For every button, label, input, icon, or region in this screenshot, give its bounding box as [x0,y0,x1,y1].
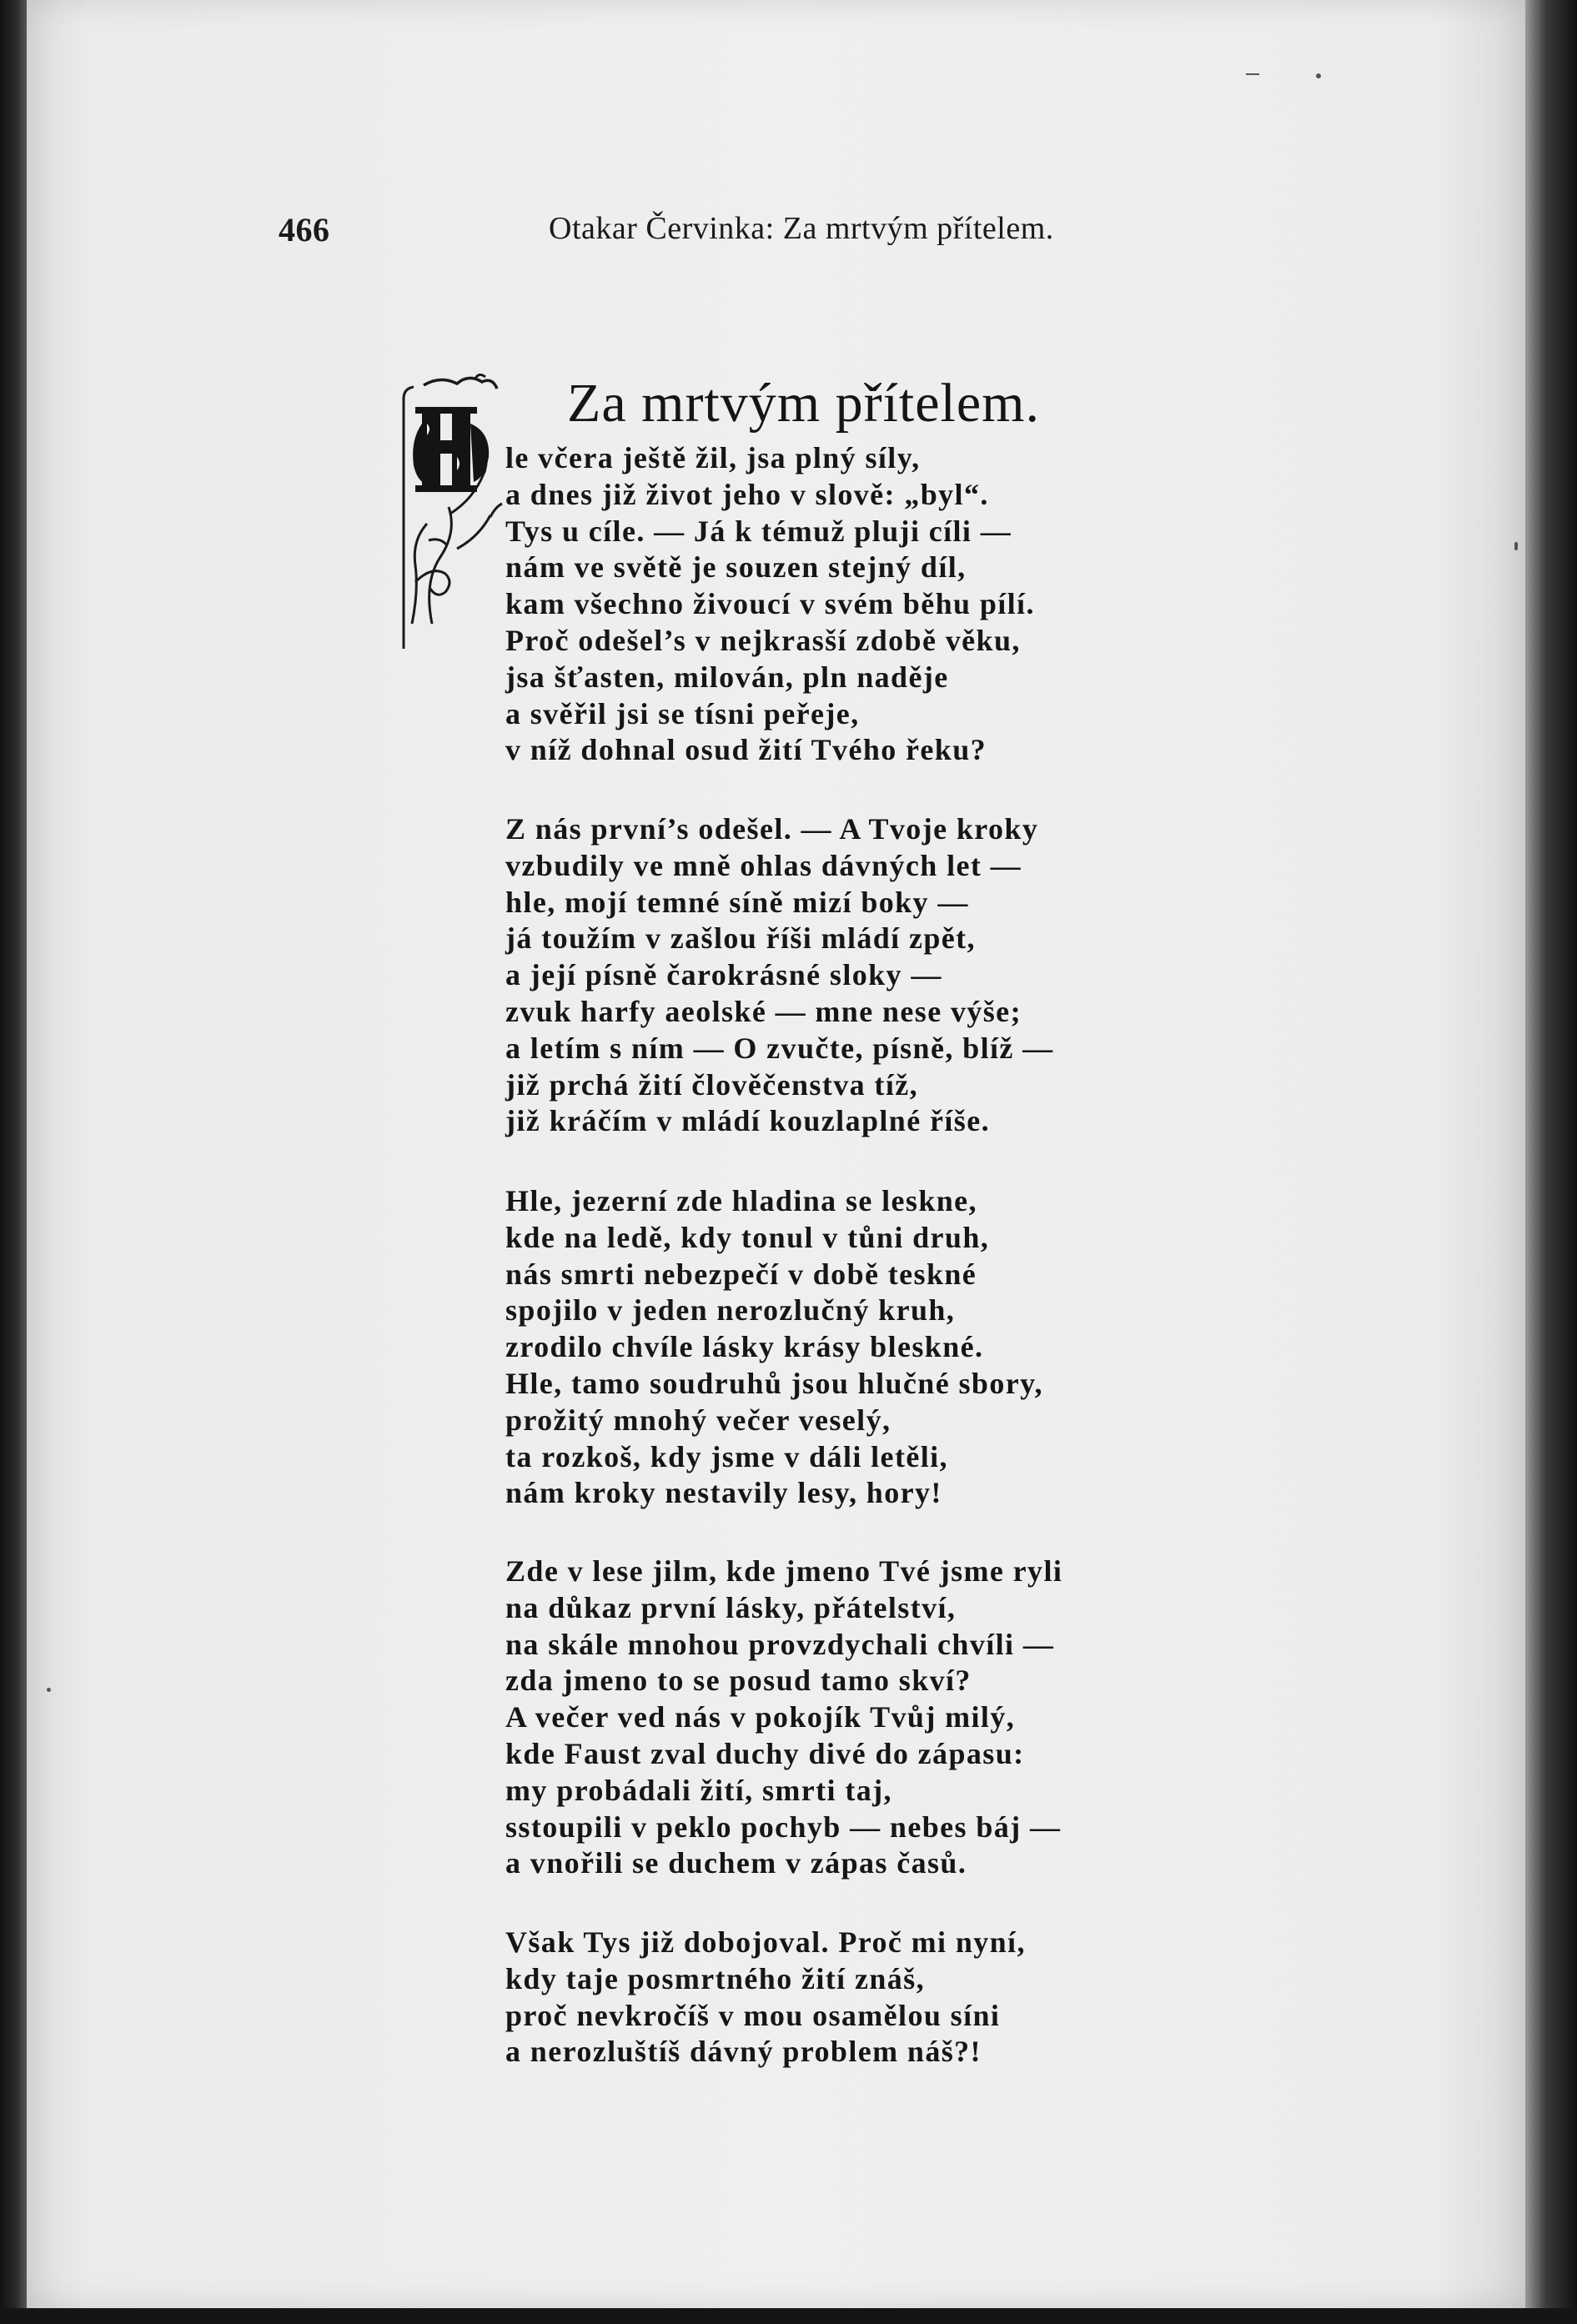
poem-line: proč nevkročíš v mou osamělou síni [505,1998,1001,2032]
poem-line: a dnes již život jeho v slově: „byl“. [505,477,989,511]
poem-line: již kráčím v mládí kouzlaplné říše. [505,1104,990,1138]
poem-line: jsa šťasten, milován, pln naděje [505,660,949,694]
poem-title: Za mrtvým přítelem. [567,373,1041,434]
stanza-3 [505,1183,1043,1512]
poem-line: Hle, jezerní zde hladina se leskne, [505,1184,977,1217]
poem-line: nás smrti nebezpečí v době teskné [505,1257,977,1291]
poem-line: Proč odešel’s v nejkrasší zdobě věku, [505,623,1021,657]
poem-line: kdy taje posmrtného žití znáš, [505,1961,925,1995]
poem-line: vzbudily ve mně ohlas dávných let — [505,848,1022,882]
running-head-title: Otakar Červinka: Za mrtvým přítelem. [549,211,1054,246]
poem-line: již prchá žití člověčenstva tíž, [505,1067,918,1102]
poem-line: kde na ledě, kdy tonul v tůni druh, [505,1220,990,1254]
decorative-initial-h [399,374,507,657]
poem-line: na skále mnohou provzdychali chvíli — [505,1627,1055,1661]
poem-line: kam všechno živoucí v svém běhu pílí. [505,587,1035,621]
poem-line: ta rozkoš, kdy jsme v dáli letěli, [505,1439,948,1473]
poem-line: na důkaz první lásky, přátelství, [505,1590,957,1624]
book-spine-shadow [0,0,27,2324]
poem-line: a její písně čarokrásné sloky — [505,958,942,992]
page-number: 466 [279,211,330,248]
poem-line: kde Faust zval duchy divé do zápasu: [505,1736,1025,1770]
poem-line: hle, mojí temné síně mizí boky — [505,885,969,919]
poem-line: Z nás první’s odešel. — A Tvoje kroky [505,812,1039,846]
poem-line: a vnořili se duchem v zápas časů. [505,1846,967,1880]
poem-line: Však Tys již dobojoval. Proč mi nyní, [505,1925,1026,1959]
poem-line: sstoupili v peklo pochyb — nebes báj — [505,1810,1062,1844]
poem-line: A večer ved nás v pokojík Tvůj milý, [505,1700,1016,1734]
poem-line: nám kroky nestavily lesy, hory! [505,1476,942,1510]
stanza-2 [505,811,1054,1140]
stanza-4 [505,1554,1062,1882]
poem-line: nám ve světě je souzen stejný díl, [505,550,967,585]
poem-line: le včera ještě žil, jsa plný síly, [505,441,921,474]
poem-line: Zde v lese jilm, kde jmeno Tvé jsme ryli [505,1554,1063,1588]
poem-line: v níž dohnal osud žití Tvého řeku? [505,733,987,767]
poem-line: Tys u cíle. — Já k témuž pluji cíli — [505,514,1012,548]
stanza-1 [505,440,1035,769]
poem-line: spojilo v jeden nerozlučný kruh, [505,1293,956,1328]
bottom-edge-shadow [0,2308,1577,2324]
poem-line: a svěřil jsi se tísni peřeje, [505,696,860,730]
poem-line: my probádali žití, smrti taj, [505,1773,892,1807]
poem-line: Hle, tamo soudruhů jsou hlučné sbory, [505,1366,1043,1400]
poem-line: prožitý mnohý večer veselý, [505,1403,891,1437]
page-edge-shadow [1525,0,1577,2324]
poem-line: já toužím v zašlou říši mládí zpět, [505,921,976,956]
poem-line: zrodilo chvíle lásky krásy bleskné. [505,1330,984,1364]
poem-line: zvuk harfy aeolské — mne nese výše; [505,994,1022,1028]
poem-line: a nerozluštíš dávný problem náš?! [505,2035,982,2069]
poem-line: zda jmeno to se posud tamo skví? [505,1664,972,1698]
poem-line: a letím s ním — O zvučte, písně, blíž — [505,1031,1054,1065]
stanza-5 [505,1925,1026,2071]
